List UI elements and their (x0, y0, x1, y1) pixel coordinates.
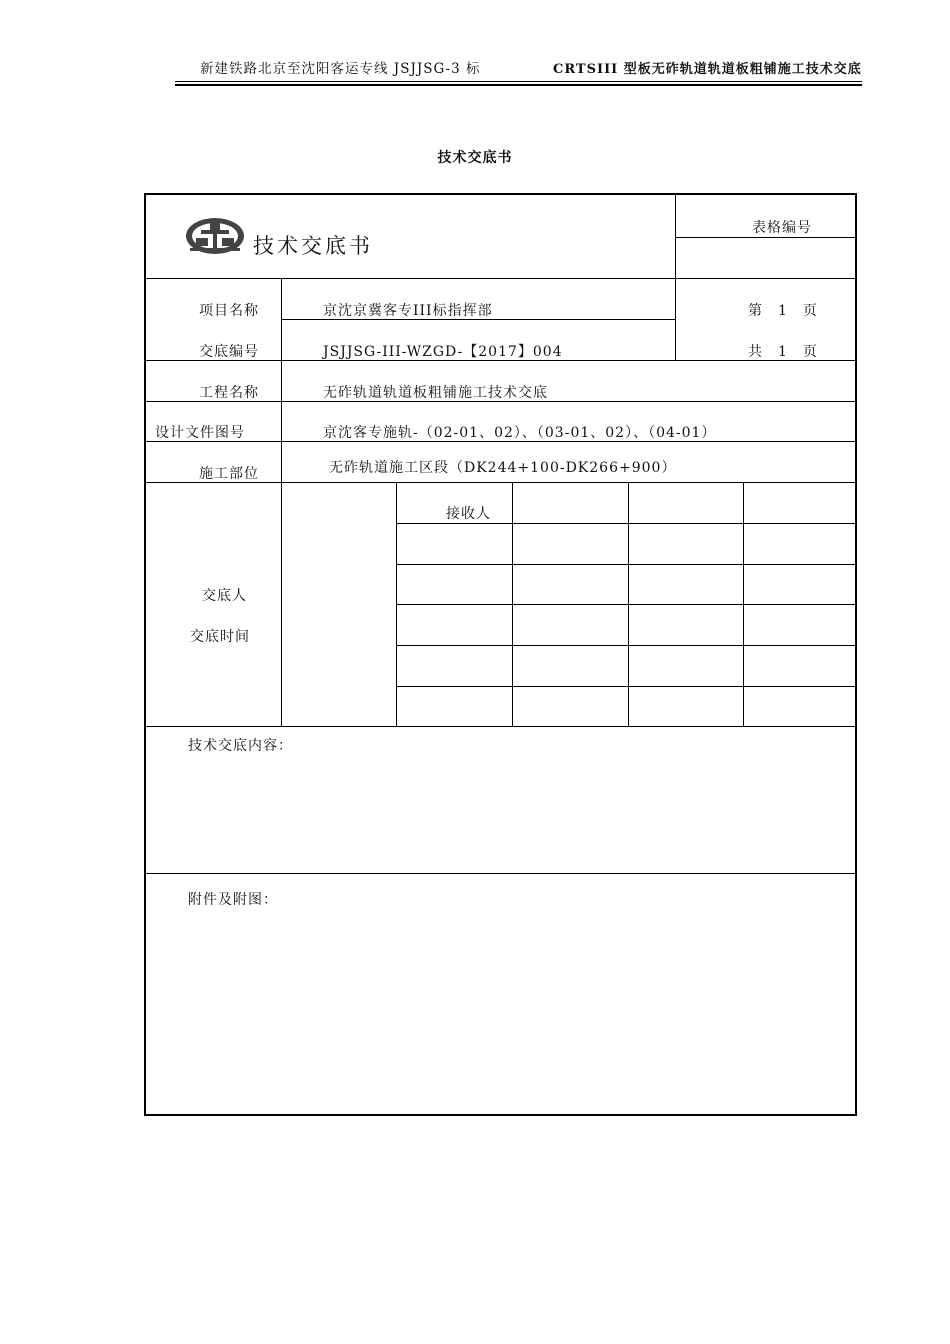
col-divider (743, 482, 744, 726)
row-divider (146, 278, 857, 279)
design-drawing-label: 设计文件图号 (155, 425, 245, 441)
site-label: 施工部位 (199, 466, 259, 482)
document-title: 技术交底书 (437, 150, 513, 166)
row-divider (146, 726, 857, 727)
col-divider (396, 482, 397, 726)
disclosure-no-value: JSJJSG-III-WZGD-【2017】004 (323, 344, 563, 360)
header-rule-thick (175, 84, 862, 86)
page-number: 第 1 页 (748, 303, 818, 319)
col-divider (281, 278, 282, 482)
design-drawing-value: 京沈客专施轨-（02-01、02）、（03-01、02）、（04-01） (323, 425, 717, 441)
discloser-label: 交底人 (202, 588, 247, 604)
grid-line (396, 523, 857, 524)
col-divider (628, 482, 629, 726)
receiver-label: 接收人 (446, 506, 491, 522)
header-project-text: 新建铁路北京至沈阳客运专线 JSJJSG-3 标 (200, 61, 481, 77)
content-label: 技术交底内容： (188, 738, 293, 754)
grid-line (396, 564, 857, 565)
disclosure-time-label: 交底时间 (190, 629, 250, 645)
header-doc-type-text: CRTSIII 型板无砟轨道轨道板粗铺施工技术交底 (553, 62, 862, 77)
col-divider (675, 195, 676, 360)
work-name-label: 工程名称 (199, 385, 259, 401)
form-number-label: 表格编号 (752, 220, 812, 236)
work-name-value: 无砟轨道轨道板粗铺施工技术交底 (323, 385, 548, 401)
col-divider (512, 482, 513, 726)
disclosure-form (144, 193, 857, 1116)
grid-line (396, 604, 857, 605)
row-divider (146, 873, 857, 874)
attachment-label: 附件及附图： (188, 892, 278, 908)
grid-line (396, 645, 857, 646)
total-pages: 共 1 页 (748, 344, 818, 360)
railway-logo-icon (184, 215, 246, 257)
project-name-label: 项目名称 (199, 303, 259, 319)
grid-line (396, 686, 857, 687)
row-divider (675, 237, 857, 238)
project-name-value: 京沈京冀客专III标指挥部 (323, 303, 493, 319)
form-logo-title: 技术交底书 (253, 234, 373, 258)
header-rule-thin (175, 81, 862, 82)
col-divider (281, 482, 282, 726)
site-value: 无砟轨道施工区段（DK244+100-DK266+900） (329, 460, 677, 476)
disclosure-no-label: 交底编号 (199, 344, 259, 360)
